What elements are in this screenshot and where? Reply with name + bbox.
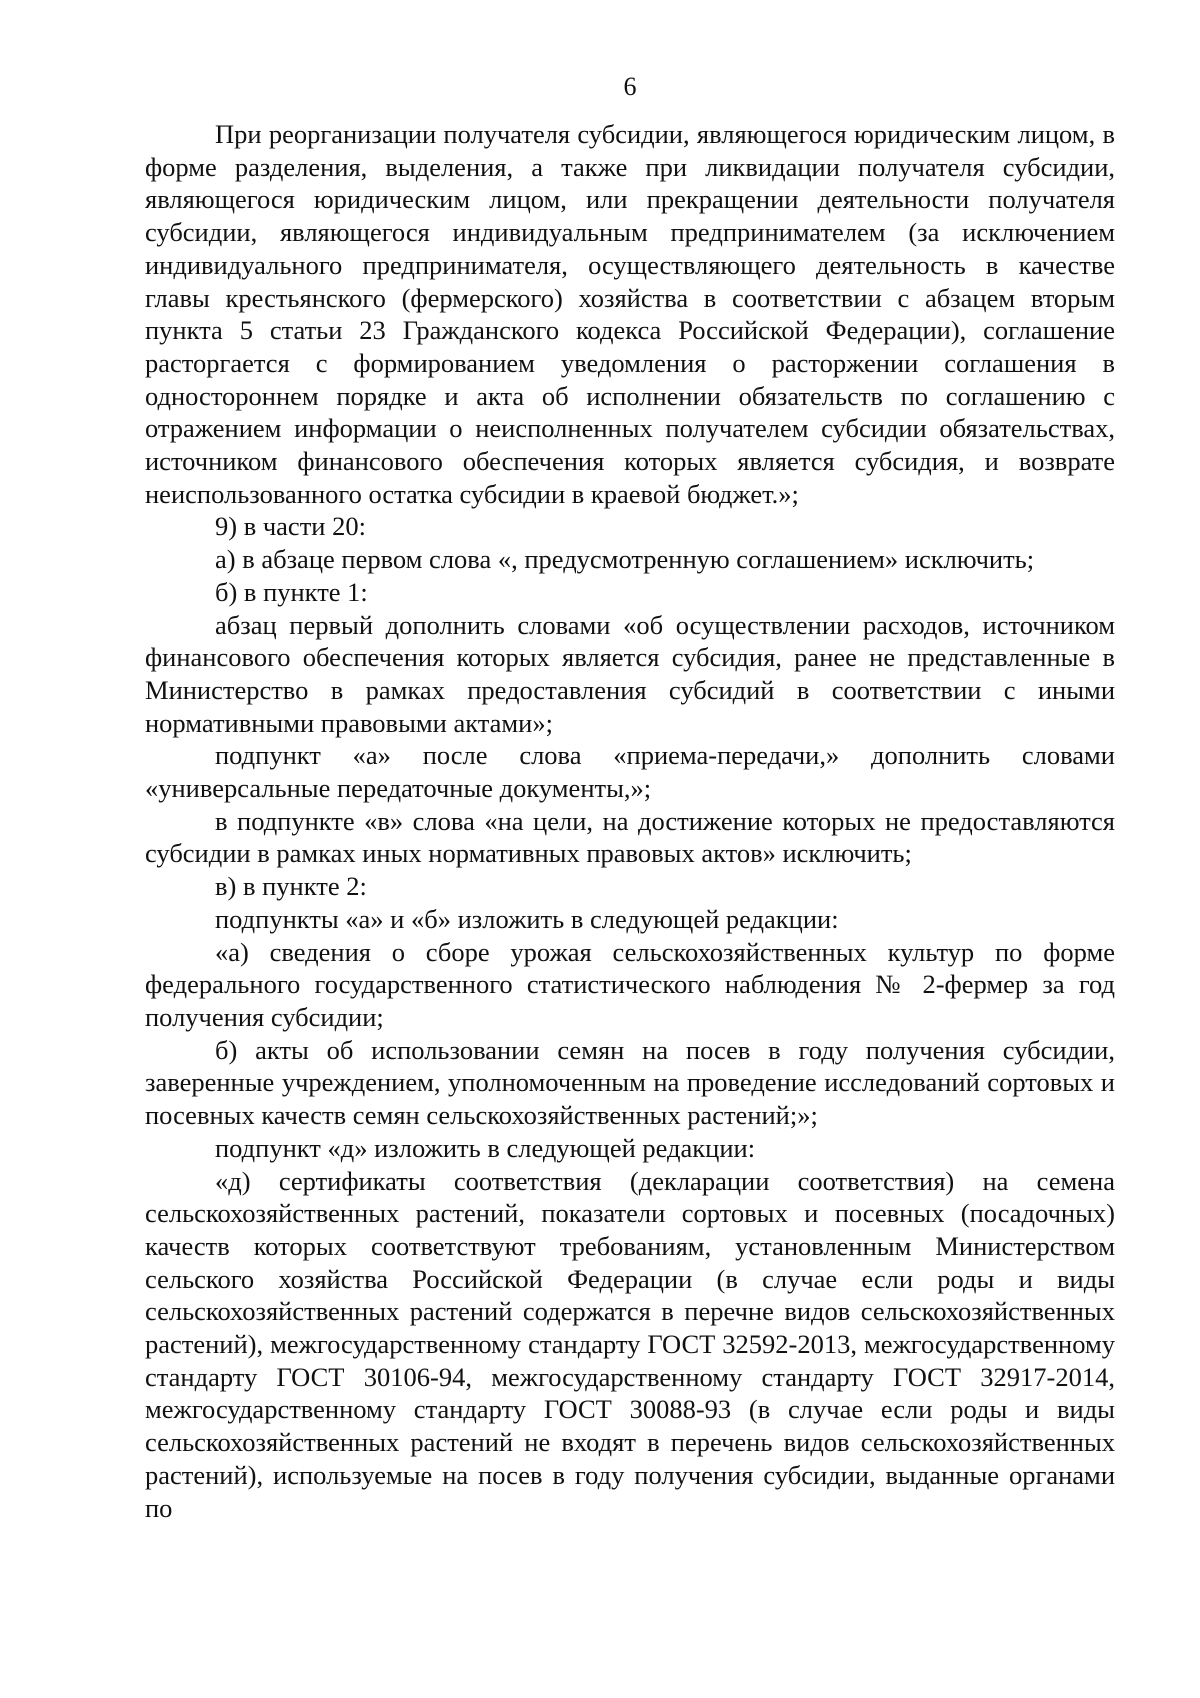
paragraph-subitem-v-point-2: в) в пункте 2: — [215, 871, 367, 902]
paragraph-subpoint-d: подпункт «д» изложить в следующей редакции: — [215, 1132, 756, 1163]
paragraph-reorganization: При реорганизации получателя субсидии, являющегося юридическим лицом, в форме разделения, выделения, а также при ликвидации получателя субсидии, являющегося юридическим лицом, или прекращении деятельности получателя субсидии, являющегося индивидуальным предпринимателем (за исключением индивидуального предпринимателя, осуществляющего деятельность в качестве главы крестьянского (фермерского) хозяйства в соответствии с абзацем вторым пункта 5 статьи 23 Гражданского кодекса Российской Федерации), соглашение расторгается с формированием уведомления о расторжении соглашения в одностороннем порядке и акта об исполнении обязательств по соглашению с отражением информации о неисполненных получателем субсидии обязательствах, источником финансового обеспечения которых является субсидия, и возврате неиспользованного остатка субсидии в краевой бюджет.»; — [145, 119, 1115, 509]
page-number: 6 — [623, 72, 637, 101]
paragraph-certificates: «д) сертификаты соответствия (декларации соответствия) на семена сельскохозяйственных растений, показатели сортовых и посевных (посадочных) качеств которых соответствуют требованиям, установленным Министерством сельского хозяйства Российской Федерации (в случае если роды и виды сельскохозяйственных растений содержатся в перечне видов сельскохозяйственных растений), межгосударственному стандарту ГОСТ 32592-2013, межгосударственному стандарту ГОСТ 30106-94, межгосударственному стандарту ГОСТ 32917-2014, межгосударственному стандарту ГОСТ 30088-93 (в случае если роды и виды сельскохозяйственных растений не входят в перечень видов сельскохозяйственных растений), используемые на посев в году получения субсидии, выданные органами по — [145, 1165, 1115, 1523]
paragraph-first-abzac: абзац первый дополнить словами «об осуществлении расходов, источником финансового обеспечения которых является субсидия, ранее не представленные в Министерство в рамках предоставления субсидий в соответствии с иными нормативными правовыми актами»; — [145, 609, 1115, 738]
paragraph-subpoint-v: в подпункте «в» слова «на цели, на достижение которых не предоставляются субсидии в рамках иных нормативных правовых актов» исключить; — [145, 805, 1115, 869]
paragraph-subitem-a: а) в абзаце первом слова «, предусмотренную соглашением» исключить; — [215, 544, 1035, 575]
paragraph-subpoint-a: подпункт «а» после слова «приема-передачи,» дополнить словами «универсальные передаточные документы,»; — [145, 740, 1115, 804]
document-page — [145, 72, 1115, 1524]
paragraph-subpoints-a-b: подпункты «а» и «б» изложить в следующей редакции: — [215, 903, 839, 934]
paragraph-subitem-b-point-1: б) в пункте 1: — [215, 576, 368, 607]
paragraph-seed-acts: б) акты об использовании семян на посев в году получения субсидии, заверенные учреждением, уполномоченным на проведение исследований сортовых и посевных качеств семян сельскохозяйственных растений;»; — [145, 1034, 1115, 1131]
paragraph-part-20: 9) в части 20: — [215, 511, 366, 542]
paragraph-harvest-info: «а) сведения о сборе урожая сельскохозяйственных культур по форме федерального государственного статистического наблюдения № 2-фермер за год получения субсидии; — [145, 936, 1115, 1032]
